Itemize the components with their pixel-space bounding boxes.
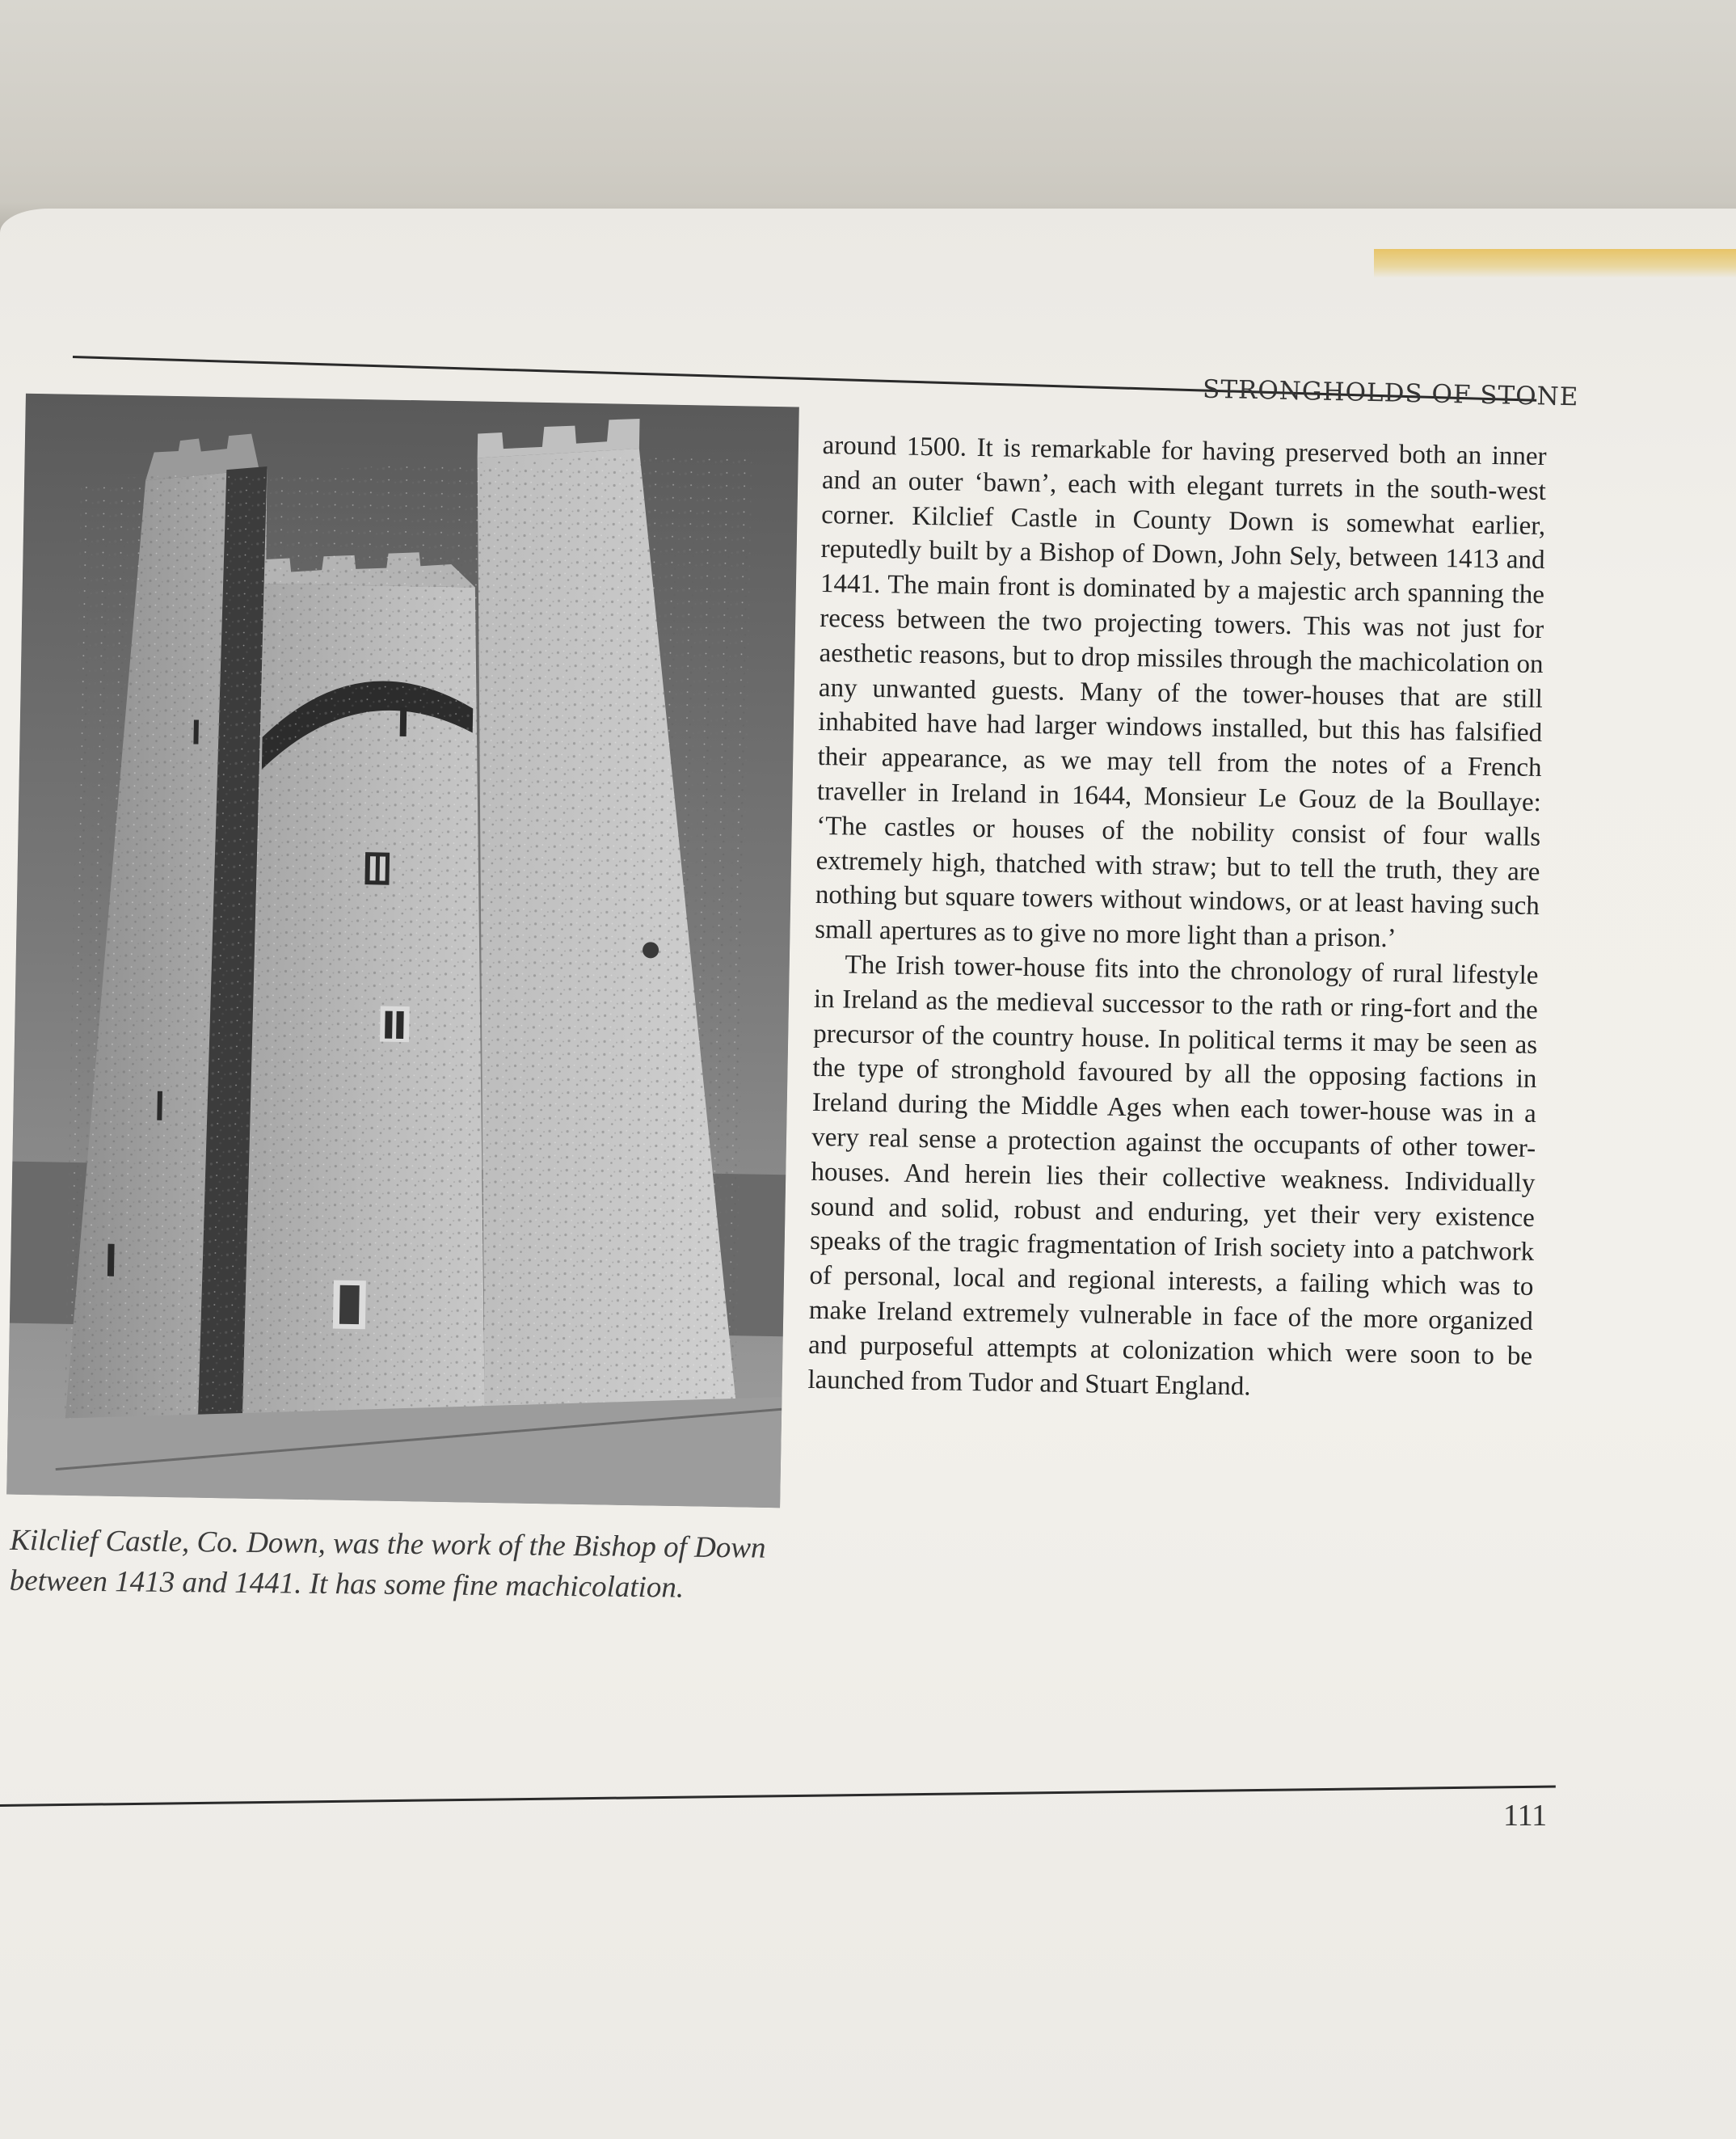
photo-caption: Kilclief Castle, Co. Down, was the work of the Bishop of Down between 1413 and 1441. It has some fine machicolation. xyxy=(9,1523,766,1605)
running-head: STRONGHOLDS OF STONE xyxy=(1202,374,1579,412)
paragraph: The Irish tower-house fits into the chronology of rural lifestyle in Ireland as the medieval successor to the rath or ring-fort and the precursor of the country house. In political terms it may be seen as the type of stronghold favoured by all the opposing factions in Ireland during the Middle Ages when each tower-house was in a very real sense a protection against the occupants of other tower-houses. And herein lies their collective weakness. Individually sound and solid, robust and enduring, yet their very existence speaks of the tragic fragmentation of Irish society into a patchwork of personal, local and regional interests, a failing which was to make Ireland extremely vulnerable in face of the more organized and purposeful attempts at colonization which were soon to be launched from Tudor and Stuart England. xyxy=(807,950,1539,1401)
body-text xyxy=(807,428,1547,1408)
paragraph: around 1500. It is remarkable for having preserved both an inner and an outer ‘bawn’, each with elegant turrets in the south-west corner. Kilclief Castle in County Down is somewhat earlier, reputedly built by a Bishop of Down, John Sely, between 1413 and 1441. The main front is dominated by a majestic arch spanning the recess between the two projecting towers. This was not just for aesthetic reasons, but to drop missiles through the machicolation on any unwanted guests. Many of the tower-houses that are still inhabited have had larger windows installed, but this has falsified their appearance, as we may tell from the notes of a French traveller in Ireland in 1644, Monsieur Le Gouz de la Boullaye: ‘The castles or houses of the nobility consist of four walls extremely high, thatched with straw; but to tell the truth, they are nothing but square towers without windows, or at least having such small apertures as to give no more light than a prison.’ xyxy=(814,430,1547,954)
castle-illustration xyxy=(6,394,799,1508)
castle-photograph xyxy=(6,394,799,1508)
page-edge xyxy=(1374,249,1736,278)
page-number: 111 xyxy=(1503,1799,1548,1833)
